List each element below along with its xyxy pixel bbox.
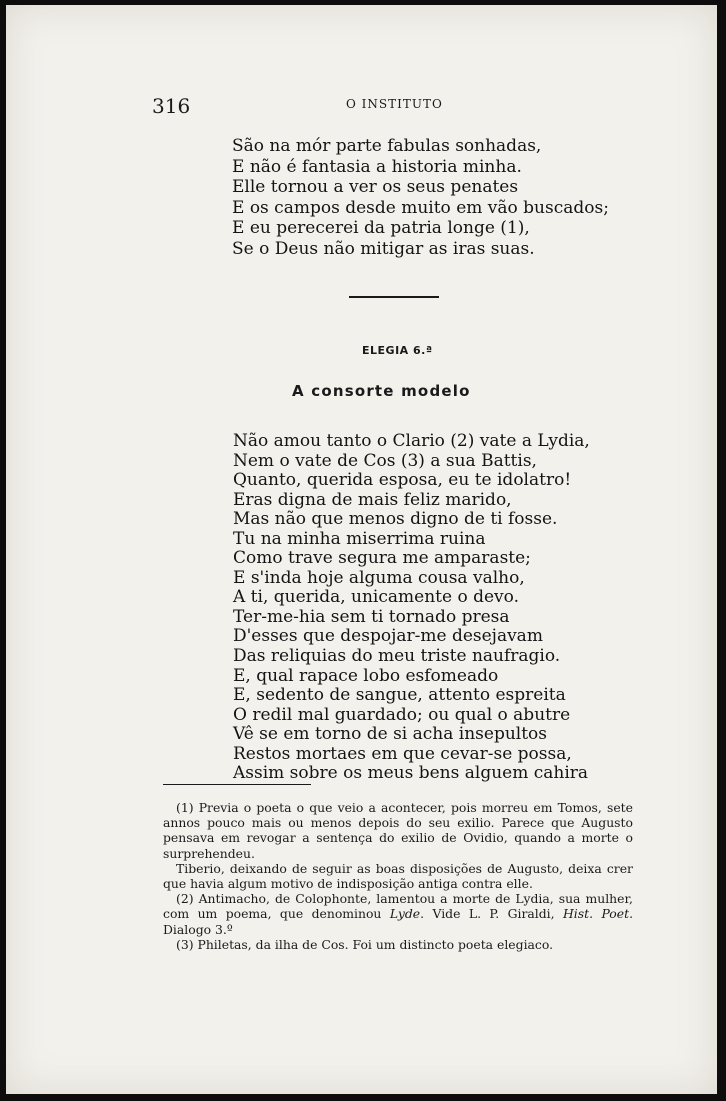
elegy-poem	[233, 432, 590, 784]
verse-line: Eras digna de mais feliz marido,	[233, 489, 512, 510]
verse-line: São na mór parte fabulas sonhadas,	[232, 136, 542, 156]
page-number: 316	[152, 94, 191, 118]
closing-stanza	[232, 136, 609, 260]
verse-line: E, qual rapace lobo esfomeado	[233, 665, 499, 686]
verse-line: Ter-me-hia sem ti tornado presa	[233, 606, 510, 627]
verse-line: Elle tornou a ver os seus penates	[232, 177, 519, 198]
running-title: O INSTITUTO	[346, 97, 443, 111]
poem-title: A consorte modelo	[292, 382, 471, 400]
footnote-separator	[163, 784, 311, 785]
verse-line: A ti, querida, unicamente o devo.	[233, 587, 519, 608]
verse-line: E não é fantasia a historia minha.	[232, 156, 522, 177]
verse-line: Vê se em torno de si acha insepultos	[233, 724, 548, 745]
verse-line: Mas não que menos digno de ti fosse.	[233, 509, 558, 530]
verse-line: E s'inda hoje alguma cousa valho,	[233, 567, 525, 588]
footnote-1-continuation: Tiberio, deixando de seguir as boas disposições de Augusto, deixa crer que havia algum motivo de indisposição antiga contra elle.	[163, 860, 633, 892]
verse-line: D'esses que despojar-me desejavam	[233, 626, 543, 647]
verse-line: E os campos desde muito em vão buscados;	[232, 197, 609, 218]
verse-line: E, sedento de sangue, attento espreita	[233, 685, 566, 706]
verse-line: Nem o vate de Cos (3) a sua Battis,	[233, 450, 537, 471]
verse-line: E eu perecerei da patria longe (1),	[232, 218, 530, 239]
footnote-2-work-title: Lyde	[389, 906, 421, 922]
elegy-label: ELEGIA 6.ª	[362, 344, 433, 357]
footnote-2-text-cont: . Vide L. P. Giraldi,	[420, 906, 563, 922]
verse-line: Não amou tanto o Clario (2) vate a Lydia,	[233, 431, 590, 451]
footnotes	[163, 800, 633, 952]
footnote-2-reference: Hist. Poet.	[563, 906, 634, 922]
verse-line: Quanto, querida esposa, eu te idolatro!	[233, 470, 572, 491]
verse-line: Assim sobre os meus bens alguem cahira	[233, 763, 589, 784]
footnote-1: (1) Previa o poeta o que veio a acontecer, pois morreu em Tomos, sete annos pouco mais ou menos depois do seu exilio. Parece que Augusto pensava em revogar a sentença do exilio de Ovidio, quando a morte o surprehendeu.	[163, 800, 633, 861]
section-divider	[349, 296, 439, 298]
footnote-3: (3) Philetas, da ilha de Cos. Foi um distincto poeta elegiaco.	[176, 936, 554, 952]
verse-line: Restos mortaes em que cevar-se possa,	[233, 743, 572, 764]
book-page	[6, 5, 717, 1094]
verse-line: Das reliquias do meu triste naufragio.	[233, 646, 561, 667]
footnote-2-text: (2) Antimacho, de Colophonte, lamentou a morte de Lydia, sua mulher, com um poema, que denominou	[163, 891, 633, 922]
footnote-2-text-end: Dialogo 3.º	[163, 921, 233, 937]
verse-line: O redil mal guardado; ou qual o abutre	[233, 704, 571, 725]
verse-line: Como trave segura me amparaste;	[233, 548, 531, 569]
footnote-2	[163, 891, 633, 937]
verse-line: Se o Deus não mitigar as iras suas.	[232, 238, 535, 259]
verse-line: Tu na minha miserrima ruina	[233, 528, 486, 549]
